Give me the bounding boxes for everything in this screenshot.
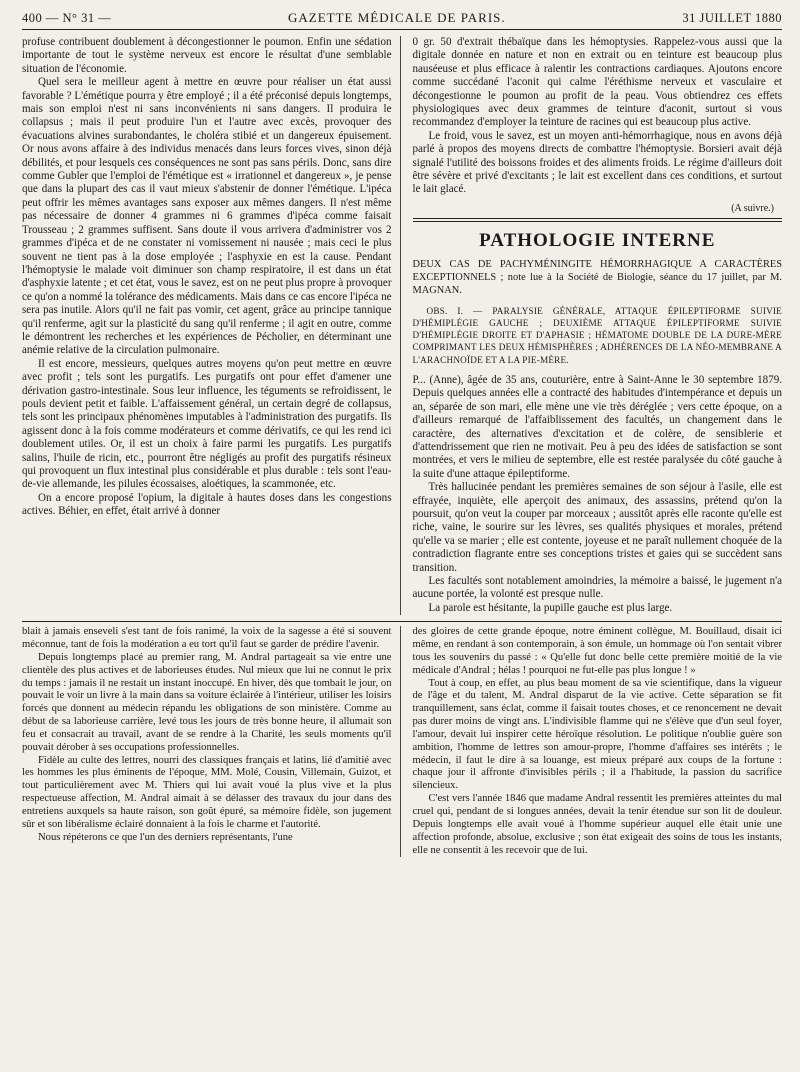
page-header <box>22 10 782 30</box>
paragraph: Le froid, vous le savez, est un moyen anti-hémorrhagique, nous en avons déjà parlé à propos des moyens directs de combattre l'hémoptysie. Borsieri avait déjà signalé l'utilité des boissons froides et des aliments froids. Le régime d'ailleurs doit être sévère et privé d'excitants ; le lait est excellent dans ces conditions, et surtout le lait glacé. <box>412 129 782 196</box>
observation-heading: OBS. I. — PARALYSIE GÉNÉRALE, ATTAQUE ÉPILEPTIFORME SUIVIE D'HÉMIPLÉGIE GAUCHE ; DEUXIÈME ATTAQUE ÉPILEPTIFORME SUIVIE D'HÉMIPLÉGIE DROITE ET D'APHASIE ; HÉMATOME DOUBLE DE LA DURE-MÈRE COMPRIMANT LES DEUX HÉMISPHÈRES ; ADHÉRENCES DE LA NÉO-MEMBRANE A L'ARACHNOÏDE ET A LA PIE-MÈRE. <box>412 305 782 365</box>
paragraph: Il est encore, messieurs, quelques autres moyens qu'on peut mettre en œuvre avec profit ; tels sont les purgatifs. Les purgatifs ont pour effet d'amener une dérivation gastro-intestinale. Sous leur influence, les téguments se refroidissent, le pouls devient petit et faible. L'affaissement général, un certain degré de collapsus, tels sont les principaux phénomènes imputables à l'administration des purgatifs. Ils agissent donc à la fois comme modérateurs et comme dérivatifs, ce qui les rend ici doublement utiles. Or, il est un choix à faire parmi les purgatifs. Les purgatifs salins, l'huile de ricin, etc., pourront être négligés au profit des purgatifs résineux qui provoquent un flux intestinal plus considérable et plus durable : tels sont l'eau-de-vie allemande, les pilules écossaises, aloétiques, la scammonée, etc. <box>22 357 392 491</box>
paragraph: C'est vers l'année 1846 que madame Andral ressentit les premières atteintes du mal cruel qui, pendant de si longues années, devait la tenir étendue sur son lit de douleur. Depuis longtemps elle avait voué à l'homme supérieur auquel elle était unie une affection profonde, absolue, exclusive ; son état exigeait des soins de tous les instants, elle ne consentit à les recevoir que de lui. <box>412 793 782 856</box>
paragraph: Quel sera le meilleur agent à mettre en œuvre pour réaliser un état aussi favorable ? L'émétique pourra y être employé ; il a été préconisé depuis longtemps, mais son emploi n'est ni sans inconvénients ni sans dangers. Il produira le collapsus ; mais il peut produire l'un et l'autre avec excès, provoquer des évacuations alvines surabondantes, le choléra stibié et un dangereux épuisement. Or nous avons affaire à des individus menacés dans leurs forces vives, sinon déjà débilités, et pour lesquels ces conséquences ne sont pas sans périls. Donc, sans dire comme Gubler que l'emploi de l'émétique est « irrationnel et dangereux », je pense que dans la plupart des cas il vaut mieux s'abstenir de donner l'émétique. L'ipéca peut offrir les mêmes avantages sans exposer aux mêmes dangers. Il n'est même pas nécessaire de donner 4 grammes ni 6 grammes d'ipéca comme faisait Trousseau ; 2 grammes suffisent. Sans doute il vous arrivera d'administrer vos 2 grammes d'ipéca et de ne constater ni vomissement ni nausée ; mais ceci le plus souvent ne tient pas à la dose employée ; l'asphyxie en est la cause. Pendant l'hémoptysie le malade voit diminuer son champ respiratoire, il est dans un état d'asphyxie latente ; et cet état, vous le savez, est on ne peut plus propre à provoquer ce qu'on a nommé la tolérance des médicaments. Mais dans ce cas encore l'ipéca ne sera pas inutile. Alors qu'il ne fait pas vomir, cet agent, grâce au principe tannique qu'il renferme, agit sur la plasticité du sang qu'il renferme ; il agit en outre, comme le démontrent les recherches et les expériences de Pécholier, en déterminant une anémie relative de la circulation pulmonaire. <box>22 76 392 357</box>
to-be-continued: (A suivre.) <box>731 202 774 214</box>
paragraph: P... (Anne), âgée de 35 ans, couturière, entre à Saint-Anne le 30 septembre 1879. Depuis quelques années elle a contracté des habitudes d'intempérance et depuis un an, séparée de son mari, elle mène une vie très déréglée ; vers cette époque, on a d'ailleurs remarqué de l'affaiblissement des facultés, un changement dans le caractère, des alternatives d'excitation et de colère, de sensiblerie et d'attendrissement que rien ne motivait. Peu à peu des idées de satisfaction se sont montrées, et vers le milieu de septembre, elle est restée paralysée du côté gauche à la suite d'une attaque épileptiforme. <box>412 373 782 480</box>
issue-date: 31 JUILLET 1880 <box>682 11 782 25</box>
paragraph: Très hallucinée pendant les premières semaines de son séjour à l'asile, elle est effrayée, inquiète, elle aperçoit des animaux, des assassins, prétend qu'on la poursuit, qu'on veut la couper par morceaux ; aussitôt après elle raconte qu'elle est riche, vaine, le sourire sur les lèvres, ses qualités physiques et morales, prétend qu'elle va se marier ; elle est contente, joyeuse et ne paraît nullement choquée de la contradiction flagrante entre ses conceptions tristes et gaies qui se succèdent sans transition. <box>412 481 782 574</box>
top-left-column <box>22 36 401 615</box>
bottom-right-column <box>413 626 783 857</box>
paragraph: Depuis longtemps placé au premier rang, M. Andral partageait sa vie entre une clientèle des plus actives et de laborieuses études. Nul mieux que lui ne connut le prix du temps : jamais il ne restait un instant inoccupé. En hiver, dès que tombait le jour, on pouvait le voir un livre à la main dans sa voiture éclairée à l'intérieur, utiliser les loisirs forcés que donnent au médecin répandu les obligations de son ministère. Comme au début de sa laborieuse carrière, levé tous les jours de très bonne heure, il allumait son feu et consacrait au travail, avant de se rendre à la Charité, les seuls moments qu'il pouvait dérober à ses occupations professionnelles. <box>22 651 392 753</box>
paragraph: des gloires de cette grande époque, notre éminent collègue, M. Bouillaud, disait ici même, en rendant à son contemporain, à son émule, un hommage où l'on sentait vibrer tous les souvenirs du passé : « Qu'elle fut donc belle cette première moitié de la vie médicale d'Andral ; hélas ! pourquoi ne fut-elle pas plus longue ! » <box>412 626 782 676</box>
paragraph: Tout à coup, en effet, au plus beau moment de sa vie scientifique, dans la vigueur de l'âge et du talent, M. Andral disparut de la vie active. Cette séparation se fit tranquillement, sans éclat, comme il faisait toutes choses, et ce renoncement ne devait pas durer moins de vingt ans. L'indivisible flamme qui ne s'élève que d'un seul foyer, l'amour, devait lui inspirer cette héroïque résolution. Le politique n'oublie guère son ambition, l'homme de lettres son amour-propre, l'homme d'affaires ses intérêts ; le médecin, il faut le dire à sa louange, est mieux préparé aux coups de la fortune : chaque jour il affronte d'invisibles périls ; il a l'habitude, la passion du sacrifice silencieux. <box>412 677 782 792</box>
feuilleton-divider <box>22 621 782 622</box>
paragraph: 0 gr. 50 d'extrait thébaïque dans les hémoptysies. Rappelez-vous aussi que la digitale donnée en nature et non en extrait ou en teinture est beaucoup plus nauséeuse et plus efficace à ralentir les contractions cardiaques. Ajoutons encore comme succédané l'aconit qui calme l'éréthisme nerveux et vasculaire et décongestionne le poumon au profit de la peau. Vous obtiendrez ces effets physiologiques avec deux grammes de teinture d'aconit, surtout si vous recommandez d'employer la teinture de racines qui est beaucoup plus active. <box>412 36 782 129</box>
paragraph: blait à jamais enseveli s'est tant de fois ranimé, la voix de la sagesse a été si souvent méconnue, tant de fois la modération a eu tort qu'il faut se garder de prédire l'avenir. <box>22 626 392 651</box>
paragraph: Fidèle au culte des lettres, nourri des classiques français et latins, lié d'amitié avec les hommes les plus éminents de l'époque, MM. Molé, Cousin, Villemain, Guizot, et tout particulièrement avec M. Thiers qui lui avait voué la plus vive et la plus respectueuse affection, M. Andral aimait à se délasser des travaux du jour dans des entretiens auxquels sa haute raison, son goût épuré, sa mémoire fidèle, son jugement sûr et son libéralisme éclairé donnaient à la fois le charme et l'autorité. <box>22 754 392 830</box>
top-right-column <box>413 36 783 615</box>
paragraph: On a encore proposé l'opium, la digitale à hautes doses dans les congestions actives. Béhier, en effet, était arrivé à donner <box>22 491 392 518</box>
paragraph: La parole est hésitante, la pupille gauche est plus large. <box>428 601 673 614</box>
paragraph: profuse contribuent doublement à décongestionner le poumon. Enfin une sédation importante de tout le système nerveux est encore le résultat d'une semblable situation de l'économie. <box>22 36 392 75</box>
article-heading: DEUX CAS DE PACHYMÉNINGITE HÉMORRHAGIQUE A CARACTÈRES EXCEPTIONNELS ; note lue à la Société de Biologie, séance du 17 juillet, par M. MAGNAN. <box>412 258 782 296</box>
journal-title: GAZETTE MÉDICALE DE PARIS. <box>288 10 506 25</box>
bottom-columns <box>22 626 782 857</box>
paragraph: Nous répéterons ce que l'un des derniers représentants, l'une <box>38 831 293 843</box>
top-columns <box>22 36 782 615</box>
paragraph: Les facultés sont notablement amoindries, la mémoire a baissé, le jugement n'a aucune portée, la volonté est presque nulle. <box>412 574 782 601</box>
section-divider <box>413 218 783 222</box>
bottom-left-column <box>22 626 401 857</box>
section-title: PATHOLOGIE INTERNE <box>479 229 716 251</box>
page-number: 400 — N° 31 — <box>22 11 112 25</box>
